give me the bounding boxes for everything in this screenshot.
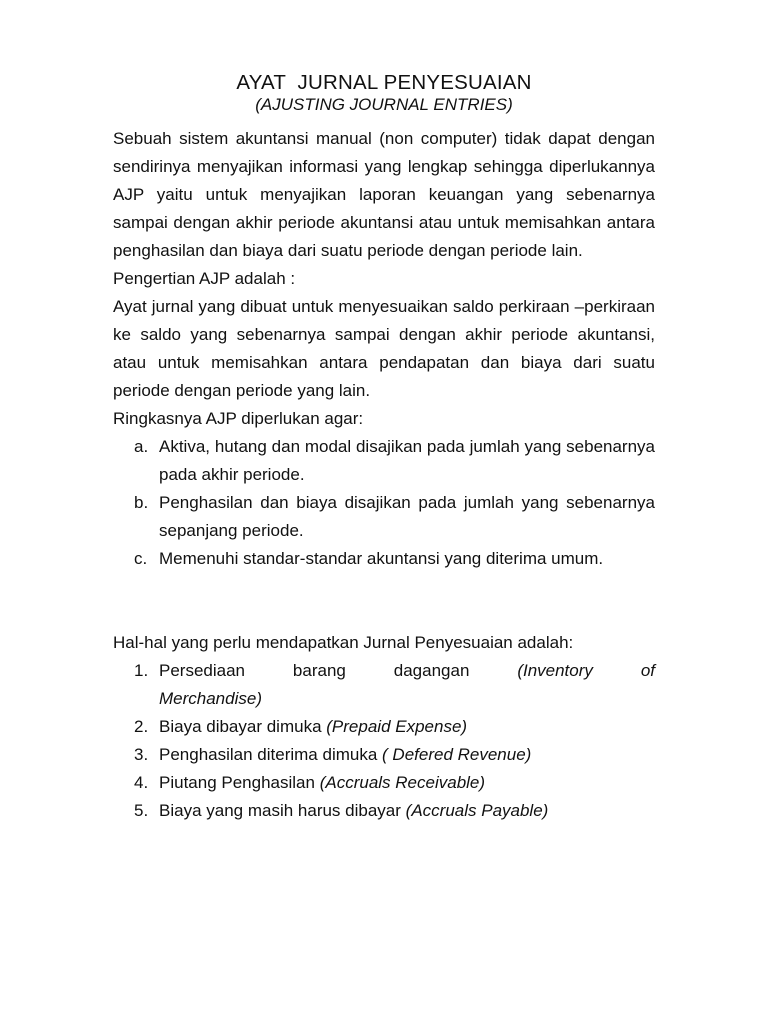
list-item-line (159, 657, 655, 685)
list-item-word: (Inventory (517, 661, 593, 680)
list-marker: 5. (134, 801, 149, 820)
list-item-text: Piutang Penghasilan (159, 773, 315, 792)
list-item (113, 545, 655, 573)
list-marker: a. (134, 437, 149, 456)
list-item-english: (Accruals Payable) (405, 801, 549, 820)
list-item-text: Biaya yang masih harus dibayar (159, 801, 401, 820)
list-item-word: barang (292, 661, 346, 680)
list-marker: c. (134, 549, 148, 568)
list-item (113, 657, 655, 713)
list-item (113, 489, 655, 545)
document-subtitle: (AJUSTING JOURNAL ENTRIES) (255, 95, 513, 114)
list-item (113, 741, 655, 769)
list-item (113, 769, 655, 797)
definition-heading: Pengertian AJP adalah : (113, 269, 296, 288)
list-marker: b. (134, 493, 149, 512)
list-item-text: Biaya dibayar dimuka (159, 717, 322, 736)
list-item-english: ( Defered Revenue) (382, 745, 532, 764)
list-item (113, 797, 655, 825)
list-item-text: Penghasilan dan biaya disajikan pada jumlah yang sebenarnya sepanjang periode. (159, 493, 655, 540)
section-spacer (113, 573, 655, 629)
list-item-word: Persediaan (159, 661, 246, 680)
list-item-word: of (640, 661, 655, 680)
summary-list (113, 433, 655, 573)
list-item-line: Merchandise) (159, 689, 262, 708)
summary-heading: Ringkasnya AJP diperlukan agar: (113, 409, 364, 428)
list-marker: 2. (134, 717, 149, 736)
list-item (113, 713, 655, 741)
definition-paragraph: Ayat jurnal yang dibuat untuk menyesuaikan saldo perkiraan –perkiraan ke saldo yang sebenarnya sampai dengan akhir periode akuntansi, atau untuk memisahkan antara pendapatan dan biaya dari suatu periode dengan periode yang lain. (113, 297, 655, 400)
adjustment-items-list (113, 657, 655, 825)
list-marker: 1. (134, 661, 149, 680)
intro-paragraph: Sebuah sistem akuntansi manual (non computer) tidak dapat dengan sendirinya menyajikan informasi yang lengkap sehingga diperlukannya AJP yaitu untuk menyajikan laporan keuangan yang sebenarnya sampai dengan akhir periode akuntansi atau untuk memisahkan antara penghasilan dan biaya dari suatu periode dengan periode lain. (113, 129, 655, 260)
list-item-english: (Accruals Receivable) (319, 773, 486, 792)
list-marker: 4. (134, 773, 149, 792)
list-marker: 3. (134, 745, 149, 764)
list-item-text: Aktiva, hutang dan modal disajikan pada jumlah yang sebenarnya pada akhir periode. (159, 437, 655, 484)
list-item (113, 433, 655, 489)
list-item-word: dagangan (393, 661, 470, 680)
list-item-english: (Prepaid Expense) (326, 717, 468, 736)
document-title: AYAT JURNAL PENYESUAIAN (236, 71, 532, 94)
list-item-text: Penghasilan diterima dimuka (159, 745, 378, 764)
items-heading: Hal-hal yang perlu mendapatkan Jurnal Penyesuaian adalah: (113, 633, 574, 652)
list-item-text: Memenuhi standar-standar akuntansi yang diterima umum. (159, 549, 604, 568)
document-page (113, 71, 655, 825)
